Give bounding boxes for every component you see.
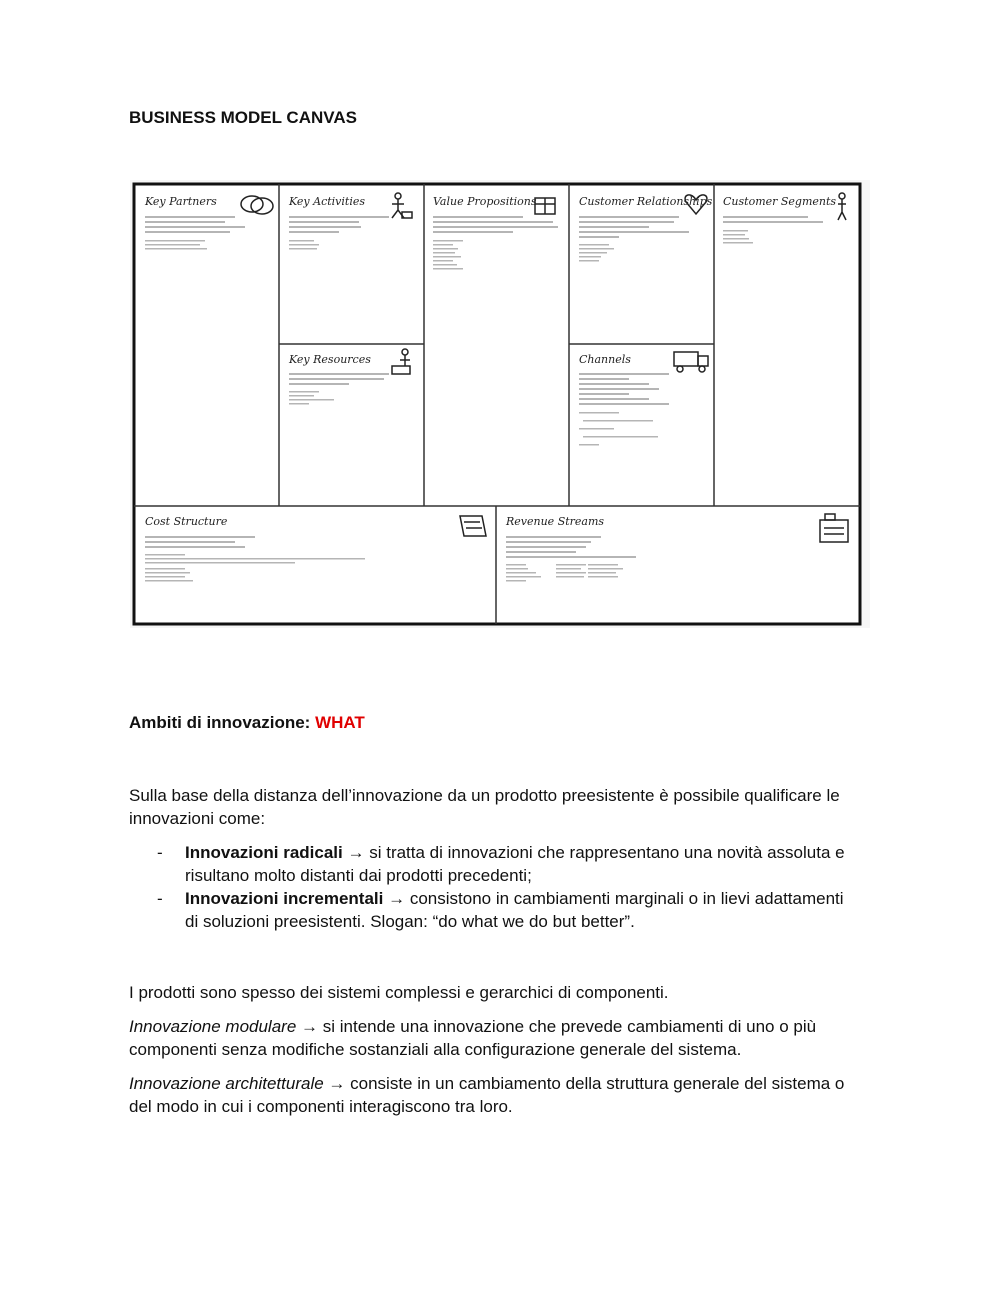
- architectural-term: Innovazione architetturale: [129, 1074, 324, 1093]
- bullet-dash: -: [157, 843, 163, 862]
- intro-paragraph: Sulla base della distanza dell’innovazione da un prodotto preesistente è possibile qualificare le innovazioni come:: [129, 786, 840, 828]
- key-activities-label: Key Activities: [289, 195, 366, 208]
- list-item: [129, 841, 859, 887]
- arrow-icon: →: [301, 1017, 319, 1036]
- section-heading: [129, 713, 365, 733]
- innovation-types-list: [129, 841, 859, 933]
- arrow-icon: →: [328, 1074, 346, 1093]
- bullet-term: Innovazioni incrementali: [185, 889, 384, 908]
- value-propositions-label: Value Propositions: [433, 195, 537, 208]
- bullet-term: Innovazioni radicali: [185, 843, 343, 862]
- customer-relationships-label: Customer Relationships: [579, 195, 713, 208]
- list-item: [129, 887, 859, 933]
- arrow-icon: →: [388, 889, 406, 908]
- architectural-paragraph: [129, 1072, 859, 1118]
- modular-paragraph: [129, 1015, 859, 1061]
- channels-label: Channels: [579, 353, 631, 366]
- products-paragraph: I prodotti sono spesso dei sistemi complessi e gerarchici di componenti.: [129, 983, 669, 1002]
- cost-structure-label: Cost Structure: [145, 515, 228, 528]
- architectural-text: consiste in un cambiamento della struttura generale del sistema o del modo in cui i componenti interagiscono tra loro.: [129, 1074, 845, 1116]
- modular-term: Innovazione modulare: [129, 1017, 297, 1036]
- bullet-dash: -: [157, 889, 163, 908]
- section-heading-prefix: Ambiti di innovazione:: [129, 713, 316, 732]
- bullet-text: si tratta di innovazioni che rappresentano una novità assoluta e risultano molto distanti dai prodotti precedenti;: [185, 843, 845, 885]
- customer-segments-label: Customer Segments: [723, 195, 837, 208]
- document-title: BUSINESS MODEL CANVAS: [129, 108, 357, 127]
- modular-text: si intende una innovazione che prevede cambiamenti di uno o più componenti senza modifiche sostanziali alla configurazione generale del sistema.: [129, 1017, 817, 1059]
- bullet-text: consistono in cambiamenti marginali o in lievi adattamenti di soluzioni preesistenti. Slogan: “do what we do but better”.: [185, 889, 844, 931]
- revenue-streams-label: Revenue Streams: [506, 515, 605, 528]
- section-heading-accent: WHAT: [315, 713, 365, 732]
- key-partners-label: Key Partners: [145, 195, 217, 208]
- arrow-icon: →: [347, 843, 365, 862]
- key-resources-label: Key Resources: [289, 353, 371, 366]
- business-model-canvas-image: [130, 180, 870, 628]
